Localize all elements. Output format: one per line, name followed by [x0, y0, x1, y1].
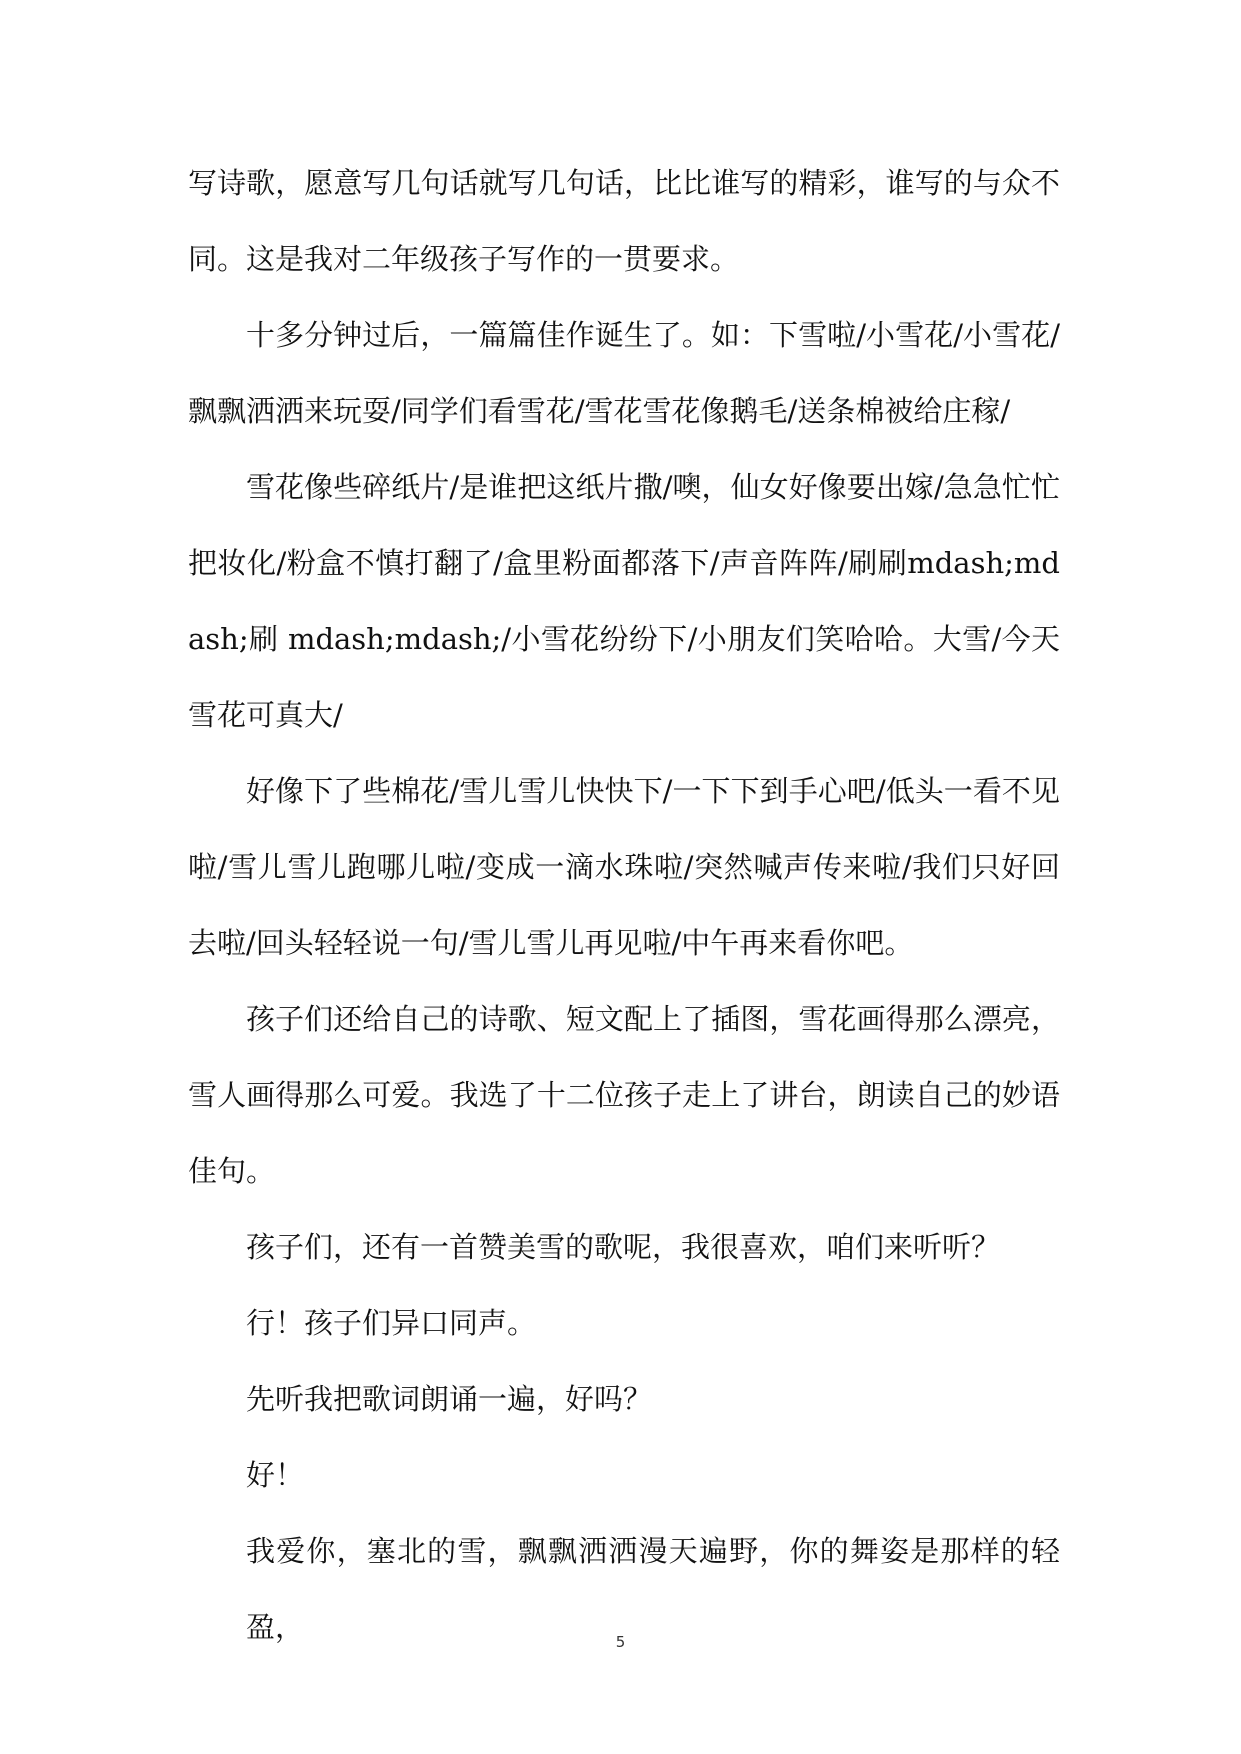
paragraph-10: 我爱你，塞北的雪，飘飘洒洒漫天遍野，你的舞姿是那样的轻盈， [246, 1534, 1060, 1644]
paragraph-3: 雪花像些碎纸片/是谁把这纸片撒/噢，仙女好像要出嫁/急急忙忙把妆化/粉盒不慎打翻了/盒里粉面都落下/声音阵阵/刷刷mdash;mdash;刷 mdash;mdash;/小雪花纷纷下/小朋友们笑哈哈。大雪/今天雪花可真大/ [188, 470, 1060, 732]
paragraph-7: 行！孩子们异口同声。 [246, 1306, 537, 1340]
paragraph-4: 好像下了些棉花/雪儿雪儿快快下/一下下到手心吧/低头一看不见啦/雪儿雪儿跑哪儿啦/变成一滴水珠啦/突然喊声传来啦/我们只好回去啦/回头轻轻说一句/雪儿雪儿再见啦/中午再来看你吧。 [188, 774, 1060, 960]
paragraph-5: 孩子们还给自己的诗歌、短文配上了插图，雪花画得那么漂亮，雪人画得那么可爱。我选了十二位孩子走上了讲台，朗读自己的妙语佳句。 [188, 1002, 1060, 1188]
paragraph-6: 孩子们，还有一首赞美雪的歌呢，我很喜欢，咱们来听听？ [246, 1230, 1001, 1264]
page-number: 5 [615, 1633, 626, 1651]
document-body [188, 145, 1060, 1665]
paragraph-1: 写诗歌，愿意写几句话就写几句话，比比谁写的精彩，谁写的与众不同。这是我对二年级孩子写作的一贯要求。 [188, 166, 1060, 276]
paragraph-9: 好！ [246, 1458, 305, 1492]
paragraph-2: 十多分钟过后，一篇篇佳作诞生了。如：下雪啦/小雪花/小雪花/飘飘洒洒来玩耍/同学们看雪花/雪花雪花像鹅毛/送条棉被给庄稼/ [188, 318, 1060, 428]
paragraph-8: 先听我把歌词朗诵一遍，好吗？ [246, 1382, 653, 1416]
